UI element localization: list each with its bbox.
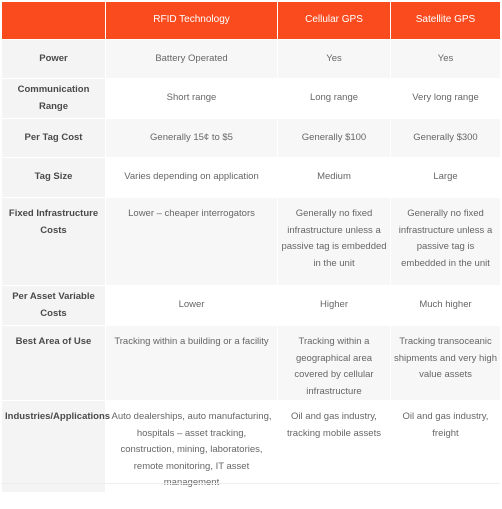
cell-cellular: Medium <box>278 158 391 198</box>
cell-cellular: Generally no fixed infrastructure unless a passive tag is embedded in the unit <box>278 198 391 286</box>
table-header <box>2 2 501 40</box>
row-label: Tag Size <box>2 158 106 198</box>
table-row <box>2 79 501 119</box>
cell-cellular: Yes <box>278 40 391 79</box>
cell-cellular: Oil and gas industry, tracking mobile assets <box>278 401 391 493</box>
cell-rfid: Varies depending on application <box>106 158 278 198</box>
cell-satellite: Tracking transoceanic shipments and very high value assets <box>391 326 501 401</box>
row-label: Industries/Applications <box>2 401 106 493</box>
cell-cellular: Higher <box>278 286 391 326</box>
header-row <box>2 2 501 40</box>
cell-satellite: Generally no fixed infrastructure unless a passive tag is embedded in the unit <box>391 198 501 286</box>
table-row <box>2 198 501 286</box>
table-row <box>2 326 501 401</box>
table-row <box>2 40 501 79</box>
cell-satellite: Yes <box>391 40 501 79</box>
cell-satellite: Much higher <box>391 286 501 326</box>
cell-rfid: Lower – cheaper interrogators <box>106 198 278 286</box>
row-label: Power <box>2 40 106 79</box>
table-row <box>2 401 501 493</box>
cell-rfid: Battery Operated <box>106 40 278 79</box>
header-blank-cell <box>2 2 106 40</box>
cell-cellular: Long range <box>278 79 391 119</box>
cell-satellite: Generally $300 <box>391 119 501 158</box>
row-label: Best Area of Use <box>2 326 106 401</box>
row-label: Fixed Infrastructure Costs <box>2 198 106 286</box>
cell-satellite: Oil and gas industry, freight <box>391 401 501 493</box>
cell-rfid: Short range <box>106 79 278 119</box>
cell-rfid: Auto dealerships, auto manufacturing, hospitals – asset tracking, construction, mining, laboratories, remote monitoring, IT asset <box>106 401 278 493</box>
header-cellular-gps: Cellular GPS <box>278 2 391 40</box>
table-row <box>2 158 501 198</box>
row-label: Per Tag Cost <box>2 119 106 158</box>
cell-satellite: Very long range <box>391 79 501 119</box>
table-bottom-divider <box>1 483 500 484</box>
row-label: Per Asset Variable Costs <box>2 286 106 326</box>
cell-rfid: Tracking within a building or a facility <box>106 326 278 401</box>
cell-rfid: Generally 15¢ to $5 <box>106 119 278 158</box>
table-body <box>2 40 501 493</box>
header-rfid-technology: RFID Technology <box>106 2 278 40</box>
table-row <box>2 119 501 158</box>
cell-satellite: Large <box>391 158 501 198</box>
row-label: Communication Range <box>2 79 106 119</box>
cell-cellular: Tracking within a geographical area covered by cellular infrastructure <box>278 326 391 401</box>
table-row <box>2 286 501 326</box>
cell-rfid: Lower <box>106 286 278 326</box>
comparison-table <box>1 1 501 493</box>
cell-cellular: Generally $100 <box>278 119 391 158</box>
header-satellite-gps: Satellite GPS <box>391 2 501 40</box>
